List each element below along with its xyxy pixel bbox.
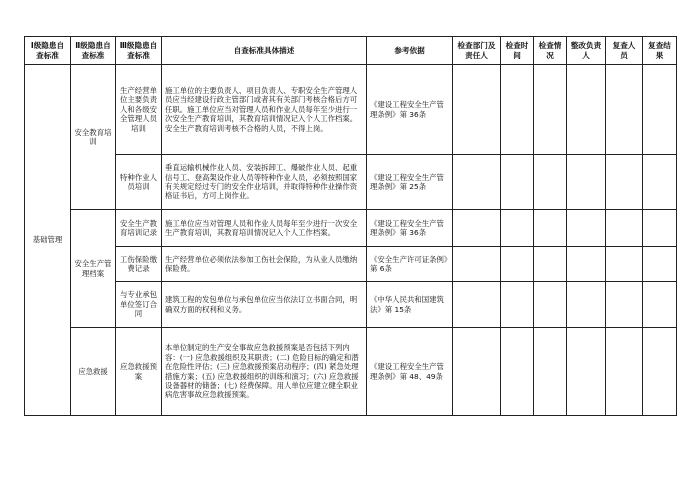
header-level1: Ⅰ级隐患自查标准 bbox=[25, 37, 71, 65]
table-row bbox=[25, 65, 677, 155]
header-status: 检查情况 bbox=[534, 37, 567, 65]
table-row bbox=[25, 210, 677, 247]
description-cell: 垂直运输机械作业人员、安装拆卸工、爆破作业人员、起重信号工、登高架设作业人员等特种作业人员，必须按照国家有关规定经过专门的安全作业培训，并取得特种作业操作资格证书后，方可上岗作业。 bbox=[162, 155, 367, 210]
rectifier-cell[interactable] bbox=[567, 282, 606, 328]
table-row bbox=[25, 328, 677, 416]
hazard-checklist-table bbox=[24, 36, 677, 416]
header-basis: 参考依据 bbox=[367, 37, 453, 65]
reviewer-cell[interactable] bbox=[606, 155, 643, 210]
header-level3: Ⅲ级隐患自查标准 bbox=[116, 37, 162, 65]
reviewer-cell[interactable] bbox=[606, 65, 643, 155]
level3-cell: 与专业承包单位签订合同 bbox=[116, 282, 162, 328]
dept-cell[interactable] bbox=[453, 155, 501, 210]
time-cell[interactable] bbox=[501, 282, 534, 328]
result-cell[interactable] bbox=[643, 210, 677, 247]
level3-cell: 应急救援预案 bbox=[116, 328, 162, 416]
basis-cell: 《中华人民共和国建筑法》第 15条 bbox=[367, 282, 453, 328]
basis-cell: 《建设工程安全生产管理条例》第 36条 bbox=[367, 210, 453, 247]
result-cell[interactable] bbox=[643, 282, 677, 328]
status-cell[interactable] bbox=[534, 247, 567, 282]
header-level2: Ⅱ级隐患自查标准 bbox=[71, 37, 116, 65]
table-row bbox=[25, 247, 677, 282]
time-cell[interactable] bbox=[501, 328, 534, 416]
rectifier-cell[interactable] bbox=[567, 155, 606, 210]
checklist-sheet bbox=[24, 36, 676, 412]
header-time: 检查时间 bbox=[501, 37, 534, 65]
time-cell[interactable] bbox=[501, 155, 534, 210]
header-description: 自查标准具体描述 bbox=[162, 37, 367, 65]
dept-cell[interactable] bbox=[453, 282, 501, 328]
dept-cell[interactable] bbox=[453, 247, 501, 282]
time-cell[interactable] bbox=[501, 247, 534, 282]
reviewer-cell[interactable] bbox=[606, 282, 643, 328]
description-cell: 本单位制定的生产安全事故应急救援预案是否包括下列内容：(一) 应急救援组织及其职责；(二) 危险目标的确定和潜在危险性评估；(三) 应急救援预案启动程序；(四) 紧急处理措施方案；(五) 应急救援组织的训练和演习；(六) 应急救援设备器材的储备；(七) 经费保障。用人单位应建立健全职业病危害事故应急救援预案。 bbox=[162, 328, 367, 416]
basis-cell: 《建设工程安全生产管理条例》第 36条 bbox=[367, 65, 453, 155]
level2-cell-archive: 安全生产管理档案 bbox=[71, 210, 116, 328]
level1-cell: 基础管理 bbox=[25, 65, 71, 416]
header-dept: 检查部门及责任人 bbox=[453, 37, 501, 65]
level3-cell: 工伤保险缴费记录 bbox=[116, 247, 162, 282]
level3-cell: 生产经营单位主要负责人和各级安全管理人员培训 bbox=[116, 65, 162, 155]
description-cell: 施工单位应当对管理人员和作业人员每年至少进行一次安全生产教育培训，其教育培训情况记入个人工作档案。 bbox=[162, 210, 367, 247]
status-cell[interactable] bbox=[534, 328, 567, 416]
status-cell[interactable] bbox=[534, 210, 567, 247]
reviewer-cell[interactable] bbox=[606, 247, 643, 282]
result-cell[interactable] bbox=[643, 247, 677, 282]
level2-cell-edu: 安全教育培训 bbox=[71, 65, 116, 210]
table-row bbox=[25, 282, 677, 328]
level2-cell-emergency: 应急救援 bbox=[71, 328, 116, 416]
header-reviewer: 复查人员 bbox=[606, 37, 643, 65]
time-cell[interactable] bbox=[501, 65, 534, 155]
time-cell[interactable] bbox=[501, 210, 534, 247]
basis-cell: 《安全生产许可证条例》第 6条 bbox=[367, 247, 453, 282]
reviewer-cell[interactable] bbox=[606, 210, 643, 247]
dept-cell[interactable] bbox=[453, 65, 501, 155]
dept-cell[interactable] bbox=[453, 210, 501, 247]
table-row bbox=[25, 155, 677, 210]
level3-cell: 安全生产教育培训记录 bbox=[116, 210, 162, 247]
status-cell[interactable] bbox=[534, 155, 567, 210]
header-result: 复查结果 bbox=[643, 37, 677, 65]
header-rectifier: 整改负责人 bbox=[567, 37, 606, 65]
result-cell[interactable] bbox=[643, 328, 677, 416]
rectifier-cell[interactable] bbox=[567, 328, 606, 416]
rectifier-cell[interactable] bbox=[567, 247, 606, 282]
dept-cell[interactable] bbox=[453, 328, 501, 416]
result-cell[interactable] bbox=[643, 155, 677, 210]
description-cell: 生产经营单位必须依法参加工伤社会保险，为从业人员缴纳保险费。 bbox=[162, 247, 367, 282]
result-cell[interactable] bbox=[643, 65, 677, 155]
rectifier-cell[interactable] bbox=[567, 210, 606, 247]
basis-cell: 《建设工程安全生产管理条例》第 48、49条 bbox=[367, 328, 453, 416]
header-row bbox=[25, 37, 677, 65]
reviewer-cell[interactable] bbox=[606, 328, 643, 416]
status-cell[interactable] bbox=[534, 282, 567, 328]
rectifier-cell[interactable] bbox=[567, 65, 606, 155]
status-cell[interactable] bbox=[534, 65, 567, 155]
basis-cell: 《建设工程安全生产管理条例》第 25条 bbox=[367, 155, 453, 210]
level3-cell: 特种作业人员培训 bbox=[116, 155, 162, 210]
description-cell: 建筑工程的发包单位与承包单位应当依法订立书面合同，明确双方面的权利和义务。 bbox=[162, 282, 367, 328]
description-cell: 施工单位的主要负责人、项目负责人、专职安全生产管理人员应当经建设行政主管部门或者其有关部门考核合格后方可任职。施工单位应当对管理人员和作业人员每年至少进行一次安全生产教育培训，其教育培训情况记入个人工作档案。安全生产教育培训考核不合格的人员，不得上岗。 bbox=[162, 65, 367, 155]
